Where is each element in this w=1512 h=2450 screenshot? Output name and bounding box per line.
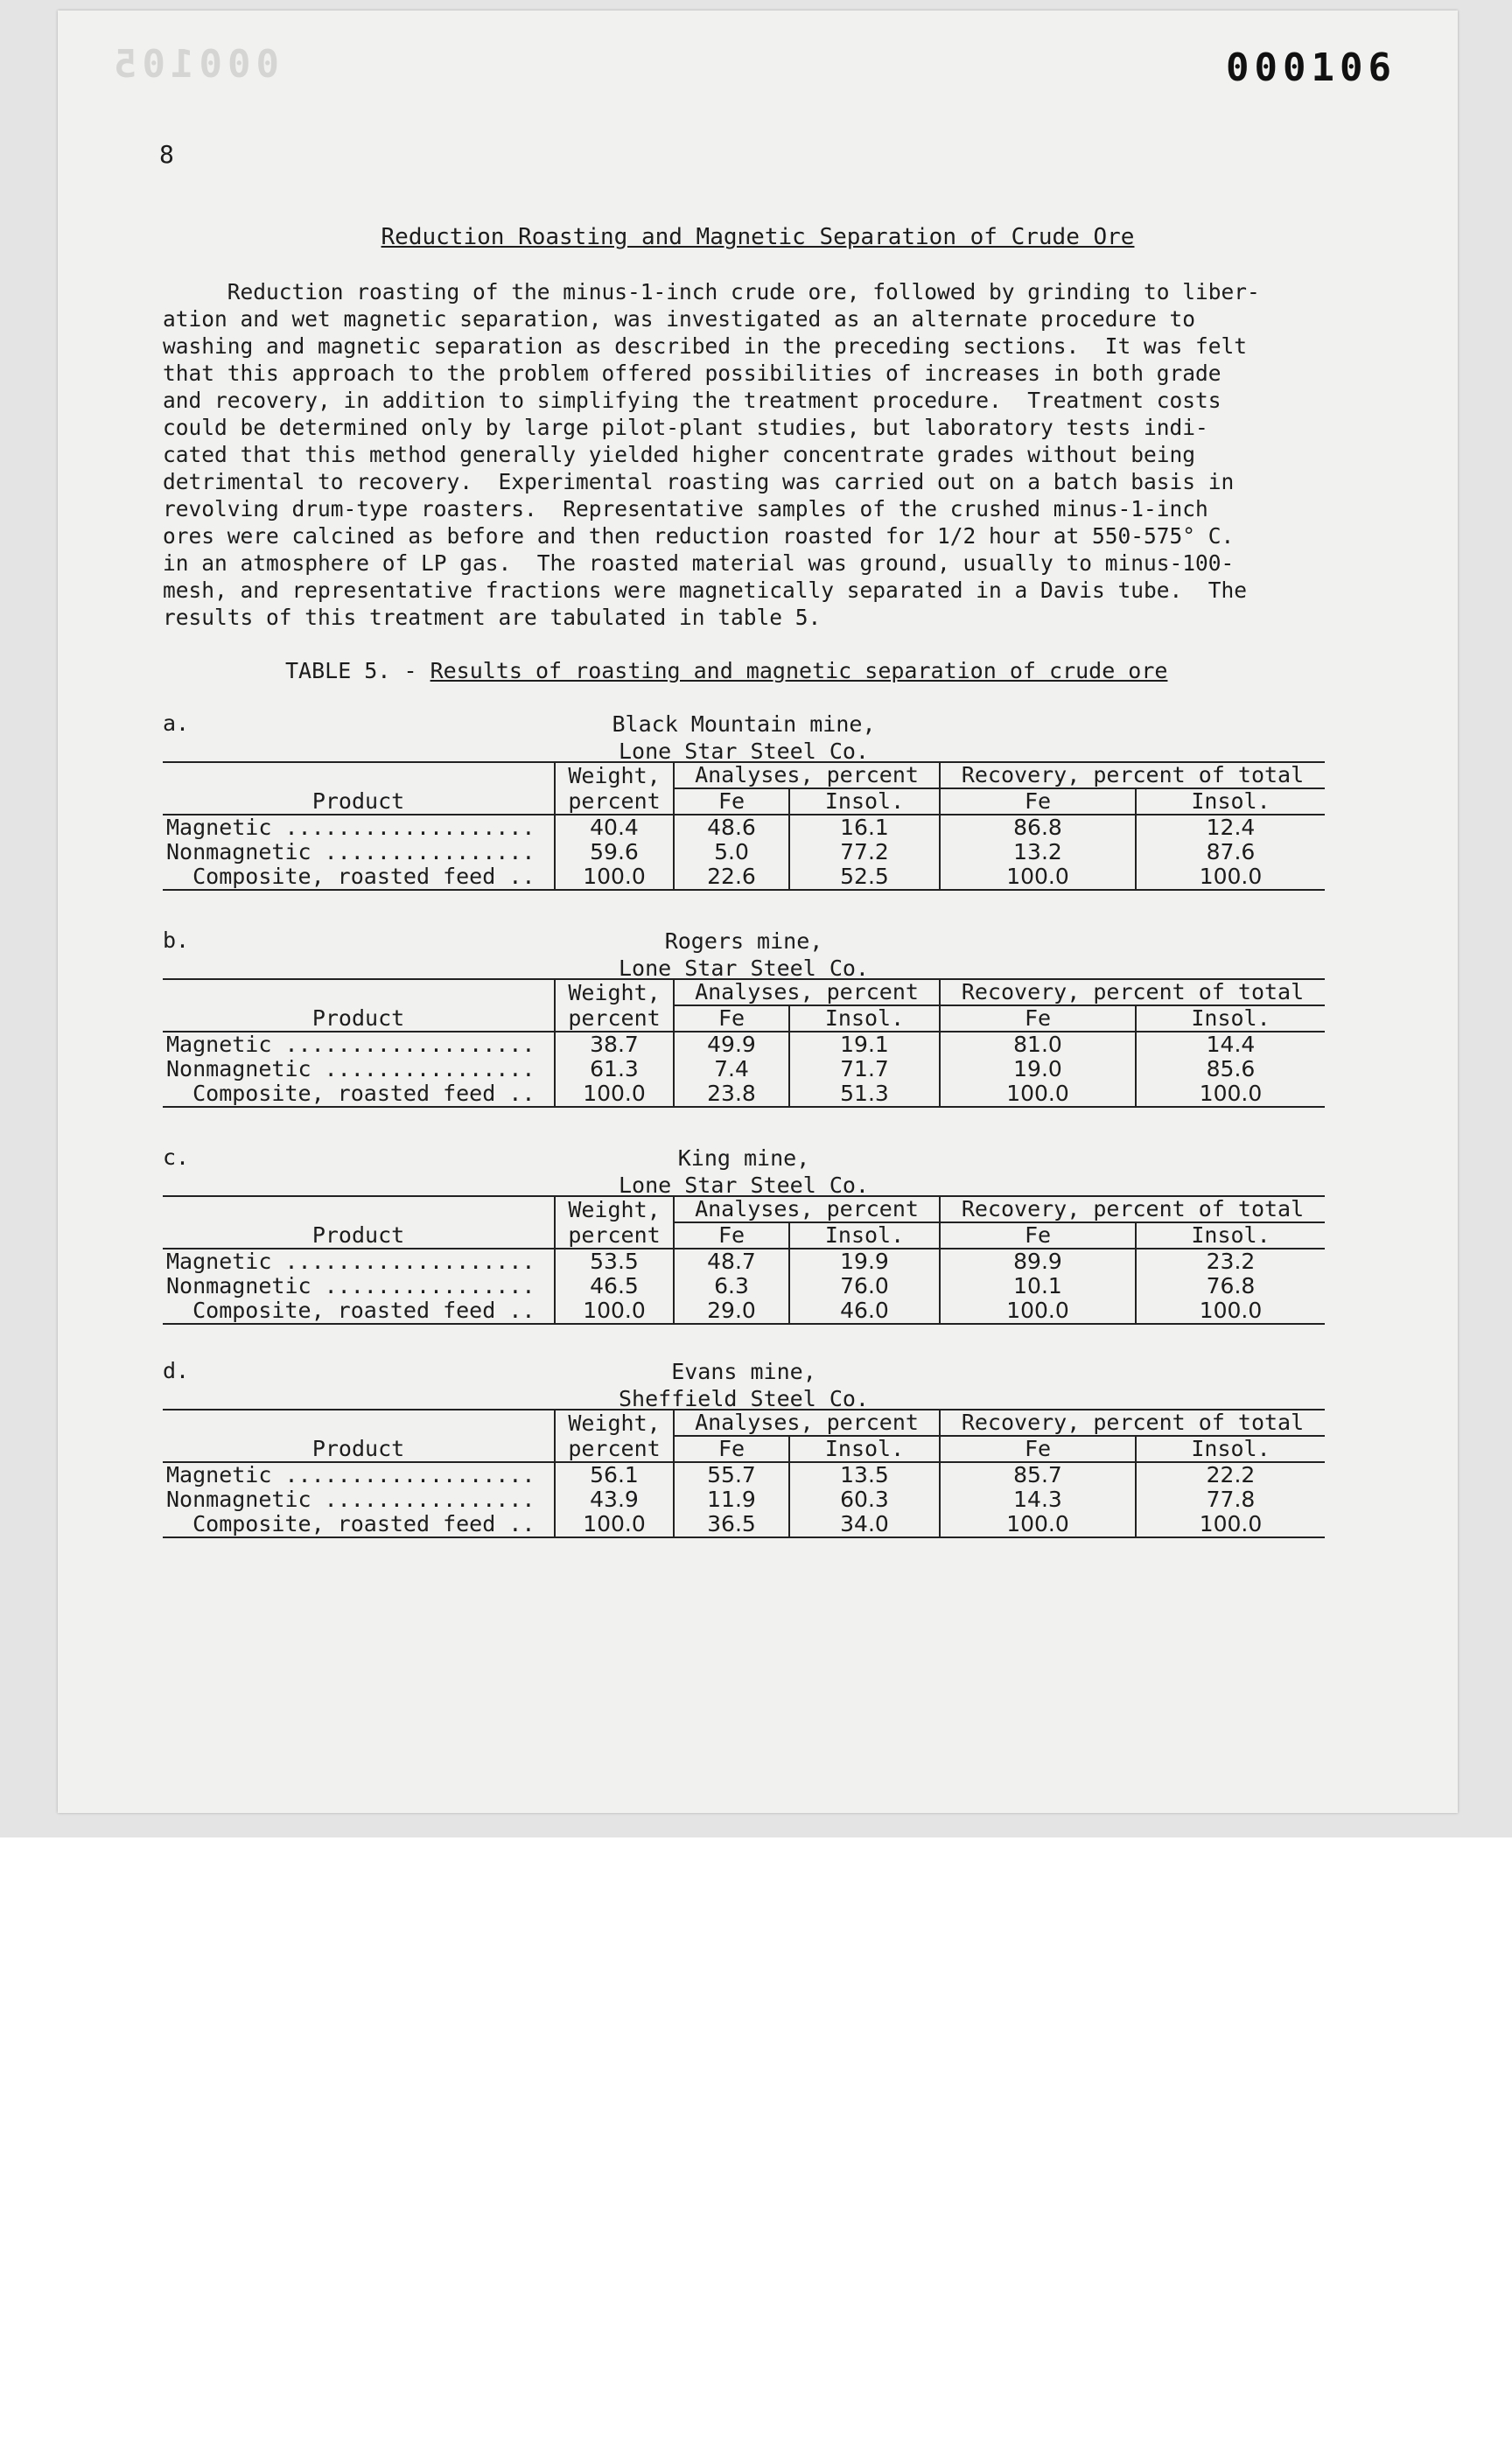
subheader-row	[163, 1222, 1325, 1249]
analysis-insol-cell: 51.3	[789, 1082, 940, 1107]
subheader-row	[163, 1436, 1325, 1462]
analyses-insol-header: Insol.	[789, 1222, 940, 1249]
weight-header: Weight,	[555, 1410, 674, 1436]
analysis-fe-cell: 6.3	[674, 1274, 789, 1298]
mine-heading	[163, 1358, 1325, 1412]
recovery-fe-header: Fe	[940, 788, 1136, 815]
product-header: Product	[163, 1436, 555, 1462]
weight-cell: 56.1	[555, 1462, 674, 1488]
company-name: Lone Star Steel Co.	[619, 956, 869, 981]
weight-header: Weight,	[555, 979, 674, 1005]
paragraph-line: Reduction roasting of the minus-1-inch crude ore, followed by grinding to liber-	[163, 279, 1260, 304]
analysis-fe-cell: 48.6	[674, 815, 789, 840]
subheader-row	[163, 1005, 1325, 1032]
paragraph-line: revolving drum-type roasters. Representative samples of the crushed minus-1-inch	[163, 496, 1208, 522]
recovery-header: Recovery, percent of total	[940, 979, 1325, 1005]
analyses-fe-header: Fe	[674, 1005, 789, 1032]
recovery-fe-cell: 14.3	[940, 1488, 1136, 1512]
header-spacer	[163, 762, 555, 788]
recovery-header: Recovery, percent of total	[940, 1410, 1325, 1436]
analysis-fe-cell: 29.0	[674, 1298, 789, 1324]
analyses-fe-header: Fe	[674, 1436, 789, 1462]
header-row	[163, 1196, 1325, 1222]
paragraph-line: that this approach to the problem offered possibilities of increases in both grade	[163, 360, 1222, 386]
product-cell: Composite, roasted feed ..	[163, 1082, 555, 1107]
table-row	[163, 840, 1325, 864]
recovery-insol-cell: 77.8	[1136, 1488, 1325, 1512]
weight-cell: 100.0	[555, 1512, 674, 1537]
paragraph-line: washing and magnetic separation as described in the preceding sections. It was felt	[163, 333, 1248, 359]
product-cell: Nonmagnetic ................	[166, 1273, 536, 1298]
recovery-fe-cell: 86.8	[940, 815, 1136, 840]
recovery-insol-cell: 100.0	[1136, 1512, 1325, 1537]
product-cell: Magnetic ...................	[166, 1032, 536, 1057]
table-row	[163, 1488, 1325, 1512]
table-row	[163, 1082, 1325, 1107]
mine-heading	[163, 710, 1325, 765]
paragraph-line: cated that this method generally yielded higher concentrate grades without being	[163, 442, 1196, 467]
analyses-fe-header: Fe	[674, 1222, 789, 1249]
recovery-header: Recovery, percent of total	[940, 762, 1325, 788]
paragraph-line: and recovery, in addition to simplifying the treatment procedure. Treatment costs	[163, 388, 1222, 413]
mine-name: Evans mine,	[671, 1359, 816, 1384]
weight-cell: 46.5	[555, 1274, 674, 1298]
weight-cell: 40.4	[555, 815, 674, 840]
company-name: Sheffield Steel Co.	[619, 1386, 869, 1411]
header-row	[163, 762, 1325, 788]
recovery-fe-header: Fe	[940, 1005, 1136, 1032]
recovery-fe-cell: 100.0	[940, 1082, 1136, 1107]
paragraph-line: in an atmosphere of LP gas. The roasted material was ground, usually to minus-100-	[163, 550, 1235, 576]
analysis-insol-cell: 19.1	[789, 1032, 940, 1057]
results-table	[163, 1195, 1325, 1325]
product-header: Product	[163, 1222, 555, 1249]
analyses-insol-header: Insol.	[789, 1005, 940, 1032]
weight-unit-header: percent	[555, 1222, 674, 1249]
weight-cell: 100.0	[555, 864, 674, 890]
table-row	[163, 1512, 1325, 1537]
recovery-fe-cell: 19.0	[940, 1057, 1136, 1082]
header-spacer	[163, 1196, 555, 1222]
block-letter: c.	[163, 1144, 190, 1170]
table-row	[163, 864, 1325, 890]
company-name: Lone Star Steel Co.	[619, 1172, 869, 1198]
analysis-fe-cell: 55.7	[674, 1462, 789, 1488]
table-row	[163, 1249, 1325, 1274]
table-row	[163, 815, 1325, 840]
table-caption-prefix: TABLE 5. -	[285, 658, 430, 683]
product-cell: Nonmagnetic ................	[166, 1487, 536, 1512]
analyses-header: Analyses, percent	[674, 1196, 940, 1222]
weight-unit-header: percent	[555, 788, 674, 815]
analysis-fe-cell: 22.6	[674, 864, 789, 890]
header-spacer	[163, 979, 555, 1005]
analysis-insol-cell: 60.3	[789, 1488, 940, 1512]
block-letter: a.	[163, 710, 190, 736]
table-row	[163, 1057, 1325, 1082]
table-row	[163, 1274, 1325, 1298]
paragraph-line: detrimental to recovery. Experimental roasting was carried out on a batch basis in	[163, 469, 1235, 494]
recovery-fe-cell: 85.7	[940, 1462, 1136, 1488]
recovery-fe-cell: 10.1	[940, 1274, 1136, 1298]
analyses-insol-header: Insol.	[789, 1436, 940, 1462]
analysis-insol-cell: 71.7	[789, 1057, 940, 1082]
analysis-fe-cell: 7.4	[674, 1057, 789, 1082]
product-cell: Composite, roasted feed ..	[163, 1512, 555, 1537]
header-spacer	[163, 1410, 555, 1436]
mine-name: Rogers mine,	[664, 928, 823, 954]
recovery-insol-header: Insol.	[1136, 1436, 1325, 1462]
block-letter: d.	[163, 1358, 190, 1383]
analysis-insol-cell: 76.0	[789, 1274, 940, 1298]
recovery-fe-cell: 100.0	[940, 864, 1136, 890]
company-name: Lone Star Steel Co.	[619, 738, 869, 764]
recovery-header: Recovery, percent of total	[940, 1196, 1325, 1222]
section-heading: Reduction Roasting and Magnetic Separation of Crude Ore	[381, 224, 1135, 250]
analysis-fe-cell: 48.7	[674, 1249, 789, 1274]
weight-cell: 38.7	[555, 1032, 674, 1057]
weight-unit-header: percent	[555, 1005, 674, 1032]
recovery-insol-cell: 14.4	[1136, 1032, 1325, 1057]
analysis-insol-cell: 19.9	[789, 1249, 940, 1274]
weight-cell: 100.0	[555, 1298, 674, 1324]
product-header: Product	[163, 788, 555, 815]
paragraph-line: results of this treatment are tabulated in table 5.	[163, 605, 822, 630]
recovery-insol-header: Insol.	[1136, 788, 1325, 815]
recovery-fe-header: Fe	[940, 1436, 1136, 1462]
paragraph-line: mesh, and representative fractions were magnetically separated in a Davis tube. The	[163, 578, 1248, 603]
mine-name: King mine,	[677, 1145, 810, 1171]
weight-header: Weight,	[555, 1196, 674, 1222]
recovery-insol-header: Insol.	[1136, 1222, 1325, 1249]
analysis-fe-cell: 23.8	[674, 1082, 789, 1107]
mine-name: Black Mountain mine,	[612, 711, 876, 737]
recovery-fe-cell: 89.9	[940, 1249, 1136, 1274]
analyses-header: Analyses, percent	[674, 1410, 940, 1436]
results-table	[163, 978, 1325, 1108]
weight-unit-header: percent	[555, 1436, 674, 1462]
document-page	[58, 10, 1458, 1813]
product-cell: Magnetic ...................	[166, 1462, 536, 1488]
weight-cell: 100.0	[555, 1082, 674, 1107]
recovery-insol-cell: 85.6	[1136, 1057, 1325, 1082]
results-table	[163, 761, 1325, 891]
product-cell: Composite, roasted feed ..	[163, 864, 555, 890]
table-caption-title: Results of roasting and magnetic separation of crude ore	[430, 658, 1168, 683]
block-letter: b.	[163, 928, 190, 953]
analysis-insol-cell: 46.0	[789, 1298, 940, 1324]
analyses-header: Analyses, percent	[674, 979, 940, 1005]
recovery-fe-cell: 81.0	[940, 1032, 1136, 1057]
recovery-fe-cell: 13.2	[940, 840, 1136, 864]
header-row	[163, 979, 1325, 1005]
recovery-insol-cell: 100.0	[1136, 1082, 1325, 1107]
analysis-insol-cell: 34.0	[789, 1512, 940, 1537]
recovery-insol-cell: 22.2	[1136, 1462, 1325, 1488]
product-cell: Magnetic ...................	[166, 815, 536, 840]
recovery-fe-cell: 100.0	[940, 1512, 1136, 1537]
analyses-fe-header: Fe	[674, 788, 789, 815]
table-row	[163, 1032, 1325, 1057]
recovery-insol-cell: 23.2	[1136, 1249, 1325, 1274]
paragraph-line: ores were calcined as before and then reduction roasted for 1/2 hour at 550-575° C.	[163, 523, 1235, 549]
mine-heading	[163, 928, 1325, 982]
analysis-fe-cell: 49.9	[674, 1032, 789, 1057]
bleed-through-stamp: 000105	[108, 42, 279, 87]
table-row	[163, 1298, 1325, 1324]
recovery-insol-cell: 100.0	[1136, 864, 1325, 890]
weight-cell: 61.3	[555, 1057, 674, 1082]
page-stamp-number: 000106	[1226, 46, 1396, 90]
analyses-insol-header: Insol.	[789, 788, 940, 815]
analysis-fe-cell: 36.5	[674, 1512, 789, 1537]
page-number: 8	[159, 140, 174, 169]
recovery-insol-cell: 100.0	[1136, 1298, 1325, 1324]
paragraph-line: ation and wet magnetic separation, was investigated as an alternate procedure to	[163, 306, 1196, 332]
weight-cell: 59.6	[555, 840, 674, 864]
recovery-insol-header: Insol.	[1136, 1005, 1325, 1032]
recovery-fe-cell: 100.0	[940, 1298, 1136, 1324]
analysis-fe-cell: 11.9	[674, 1488, 789, 1512]
analysis-insol-cell: 77.2	[789, 840, 940, 864]
analyses-header: Analyses, percent	[674, 762, 940, 788]
subheader-row	[163, 788, 1325, 815]
product-cell: Composite, roasted feed ..	[163, 1298, 555, 1324]
results-table	[163, 1409, 1325, 1538]
weight-cell: 53.5	[555, 1249, 674, 1274]
weight-cell: 43.9	[555, 1488, 674, 1512]
analysis-insol-cell: 52.5	[789, 864, 940, 890]
analysis-insol-cell: 16.1	[789, 815, 940, 840]
intro-paragraph	[163, 278, 1388, 631]
product-cell: Magnetic ...................	[166, 1249, 536, 1274]
analysis-fe-cell: 5.0	[674, 840, 789, 864]
recovery-insol-cell: 76.8	[1136, 1274, 1325, 1298]
weight-header: Weight,	[555, 762, 674, 788]
product-cell: Nonmagnetic ................	[166, 839, 536, 864]
table-caption	[285, 658, 1167, 683]
product-cell: Nonmagnetic ................	[166, 1056, 536, 1082]
recovery-insol-cell: 87.6	[1136, 840, 1325, 864]
table-row	[163, 1462, 1325, 1488]
header-row	[163, 1410, 1325, 1436]
mine-heading	[163, 1144, 1325, 1199]
recovery-fe-header: Fe	[940, 1222, 1136, 1249]
paragraph-line: could be determined only by large pilot-plant studies, but laboratory tests indi-	[163, 415, 1208, 440]
recovery-insol-cell: 12.4	[1136, 815, 1325, 840]
analysis-insol-cell: 13.5	[789, 1462, 940, 1488]
product-header: Product	[163, 1005, 555, 1032]
